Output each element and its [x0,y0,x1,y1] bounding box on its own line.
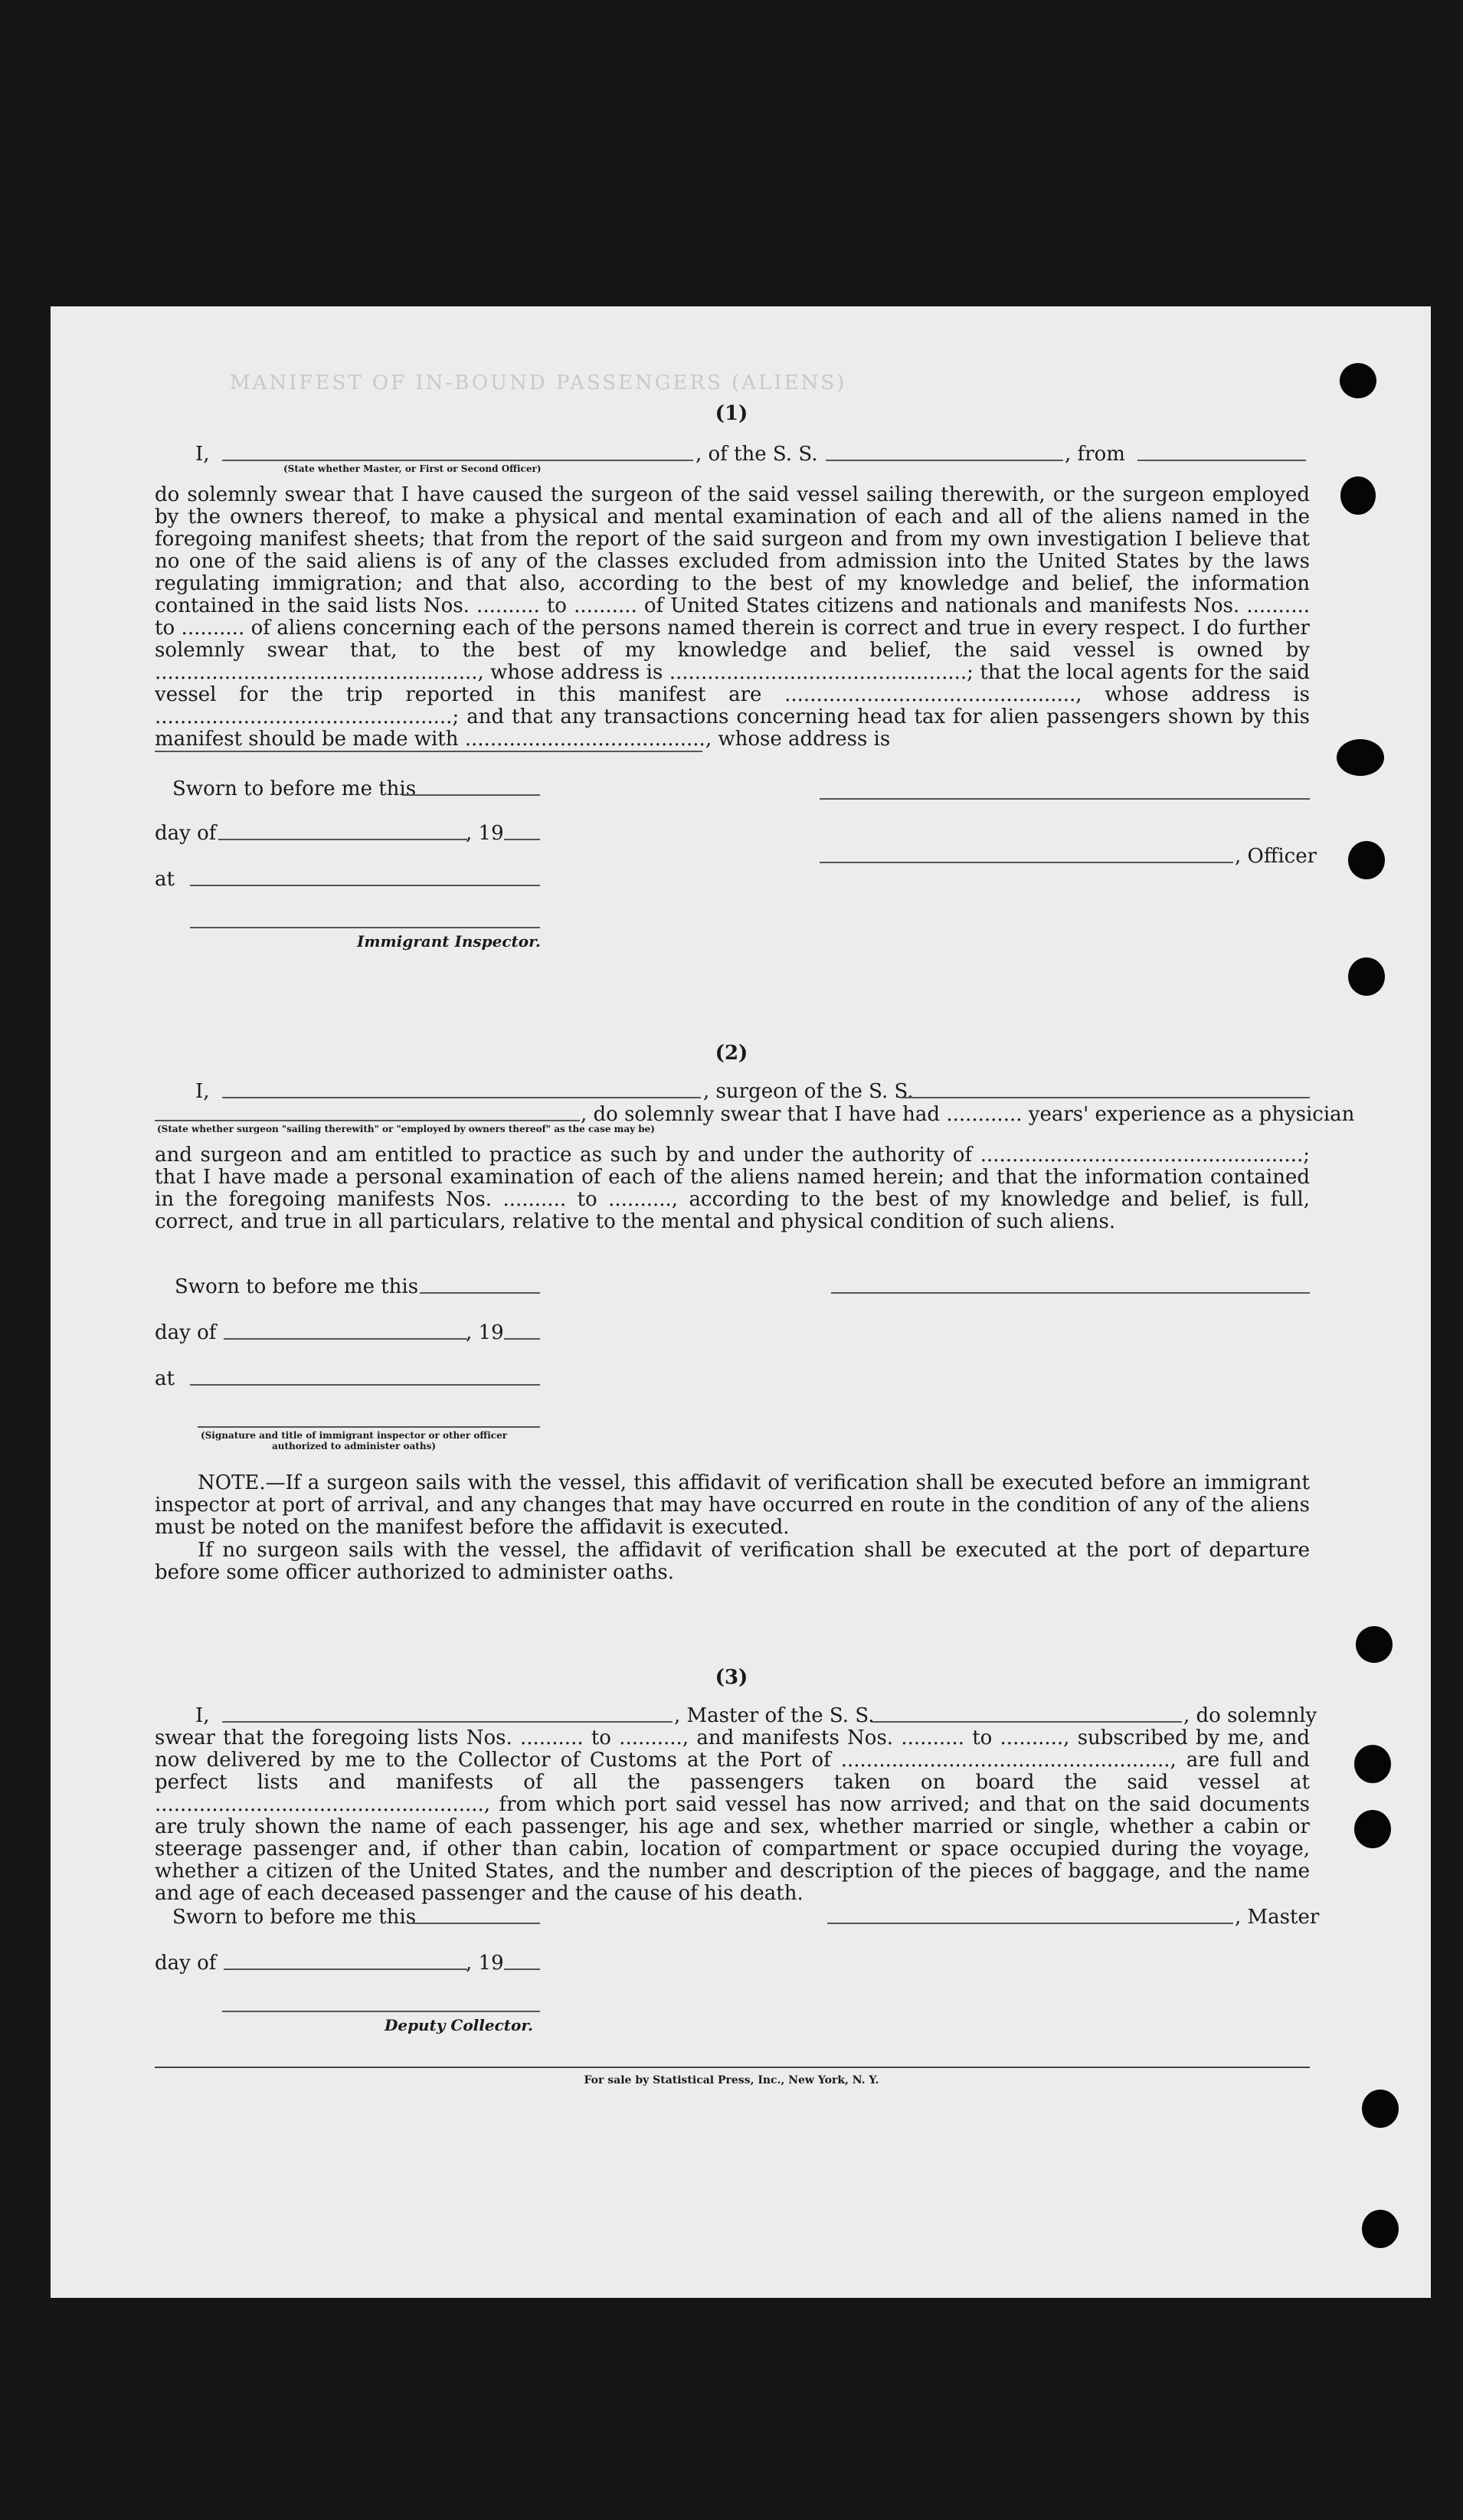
s2-day-label: day of [155,1321,217,1344]
s2-vessel-line [900,1097,1310,1098]
binder-hole [1348,841,1385,879]
s2-i-label: I, [195,1080,210,1103]
s3-year-line [504,1969,540,1970]
binder-hole [1337,739,1384,776]
s2-sworn-line [420,1292,540,1294]
s1-signature-line [820,798,1310,800]
s3-sworn-label: Sworn to before me this [172,1906,417,1929]
s1-at-label: at [155,868,175,891]
s3-day-label: day of [155,1952,217,1975]
section-2-heading: (2) [715,1042,748,1065]
s2-surgeon-label: , surgeon of the S. S. [703,1080,914,1103]
s1-inspector-label: Immigrant Inspector. [357,932,541,951]
footer-divider [155,2067,1310,2068]
s3-master-label: , Master of the S. S. [674,1704,875,1727]
s1-from-line [1137,460,1306,461]
binder-hole [1340,363,1376,398]
s3-year-label: , 19 [466,1952,504,1975]
s2-note-surgeon-sails: NOTE.—If a surgeon sails with the vessel, this affidavit of verification shall be executed before an immigrant inspector at port of arrival, and any changes that may have occurred en route in the condition of any of the aliens must be noted on the manifest before the affidavit is executed. [155,1471,1310,1539]
s1-sworn-line [402,794,540,796]
s1-vessel-line [826,460,1063,461]
s3-oath-body: swear that the foregoing lists Nos. .......... to .........., and manifests Nos. .......... to .........., subscribed by me, and now delivered by me to the Collector of Customs at the Port of ...................................................., are full and perfect lists and manifests of all the passengers taken on board the said vessel at ...................................................., from which port said vessel has now arrived; and that on the said documents are truly shown the name of each passenger, his age and sex, whether married or single, whether a cabin or steerage passenger and, if other than cabin, location of compartment or space occupied during the voyage, whether a citizen of the United States, and the number and description of the pieces of baggage, and the name and age of each deceased passenger and the cause of his death. [155,1726,1310,1905]
s3-master-name-line [222,1721,673,1723]
bleed-through-title: MANIFEST OF IN-BOUND PASSENGERS (ALIENS) [230,371,847,394]
s1-sworn-label: Sworn to before me this [172,777,417,800]
s3-i-label: I, [195,1704,210,1727]
section-1-heading: (1) [715,402,748,425]
binder-hole [1348,957,1385,996]
s2-signature-note: (Signature and title of immigrant inspector or other officer authorized to administer oaths) [200,1430,508,1451]
s2-day-line [224,1338,467,1340]
s3-master-sig-label: , Master [1235,1906,1320,1929]
s3-collector-line [222,2011,540,2012]
binder-hole [1356,1626,1393,1663]
s1-year-label: , 19 [466,822,504,845]
s3-sworn-line [407,1923,540,1924]
binder-hole [1354,1745,1391,1783]
s2-year-line [504,1338,540,1340]
s2-name-line [222,1097,701,1098]
printer-footer: For sale by Statistical Press, Inc., New York, N. Y. [584,2074,879,2086]
s3-vessel-line [872,1721,1182,1723]
s1-day-label: day of [155,822,217,845]
s2-at-label: at [155,1367,175,1390]
s2-surgeon-note: (State whether surgeon "sailing therewith" or "employed by owners thereof" as the case may be) [157,1124,655,1134]
s1-day-line [218,839,467,840]
s2-officer-line [198,1426,540,1428]
s1-officer-sig-line [820,862,1233,863]
s3-swear-label: , do solemnly [1183,1704,1317,1727]
s1-agent-line [155,751,702,752]
s1-master-note: (State whether Master, or First or Second Officer) [283,463,542,474]
s1-i-label: I, [195,443,210,466]
s1-officer-label: , Officer [1235,845,1317,868]
s2-oath-body: and surgeon and am entitled to practice as such by and under the authority of ...................................................; that I have made a personal examination of each of the aliens named herein; and that the information contained in the foregoing manifests Nos. .......... to .........., according to the best of my knowledge and belief, is full, correct, and true in all particulars, relative to the mental and physical condition of such aliens. [155,1144,1310,1233]
s2-sworn-label: Sworn to before me this [175,1275,419,1298]
s1-inspector-line [190,927,540,928]
s1-year-line [504,839,540,840]
s2-year-label: , 19 [466,1321,504,1344]
s2-swear-line: , do solemnly swear that I have had ............ years' experience as a physician [581,1103,1355,1126]
s2-status-line [155,1120,580,1121]
binder-hole [1362,2210,1399,2248]
s3-day-line [224,1969,467,1970]
s1-officer-line [222,460,693,461]
s3-signature-line [827,1923,1233,1924]
binder-hole [1362,2090,1399,2128]
s1-at-line [190,885,540,886]
s2-signature-line [831,1292,1310,1294]
s3-collector-label: Deputy Collector. [385,2016,534,2034]
s2-note-no-surgeon: If no surgeon sails with the vessel, the affidavit of verification shall be executed at the port of departure before some officer authorized to administer oaths. [155,1539,1310,1584]
binder-hole [1354,1810,1391,1848]
s1-of-ss-label: , of the S. S. [695,443,818,466]
s1-oath-body: do solemnly swear that I have caused the surgeon of the said vessel sailing therewith, or the surgeon employed by the owners thereof, to make a physical and mental examination of each and all of the aliens named in the foregoing manifest sheets; that from the report of the said surgeon and from my own investigation I believe that no one of the said aliens is of any of the classes excluded from admission into the United States by the laws regulating immigration; and that also, according to the best of my knowledge and belief, the information contained in the said lists Nos. .......... to .......... of United States citizens and nationals and manifests Nos. .......... to .......... of aliens concerning each of the persons named therein is correct and true in every respect. I do further solemnly swear that, to the best of my knowledge and belief, the said vessel is owned by ..................................................., whose address is ...............................................; that the local agents for the said vessel for the trip reported in this manifest are .............................................., whose address is ...............................................; and that any transactions concerning head tax for alien passengers shown by this manifest should be made with ......................................, whose address is [155,483,1310,751]
s1-from-label: , from [1065,443,1125,466]
s2-at-line [190,1384,540,1386]
section-3-heading: (3) [715,1666,748,1689]
binder-hole [1340,476,1376,515]
